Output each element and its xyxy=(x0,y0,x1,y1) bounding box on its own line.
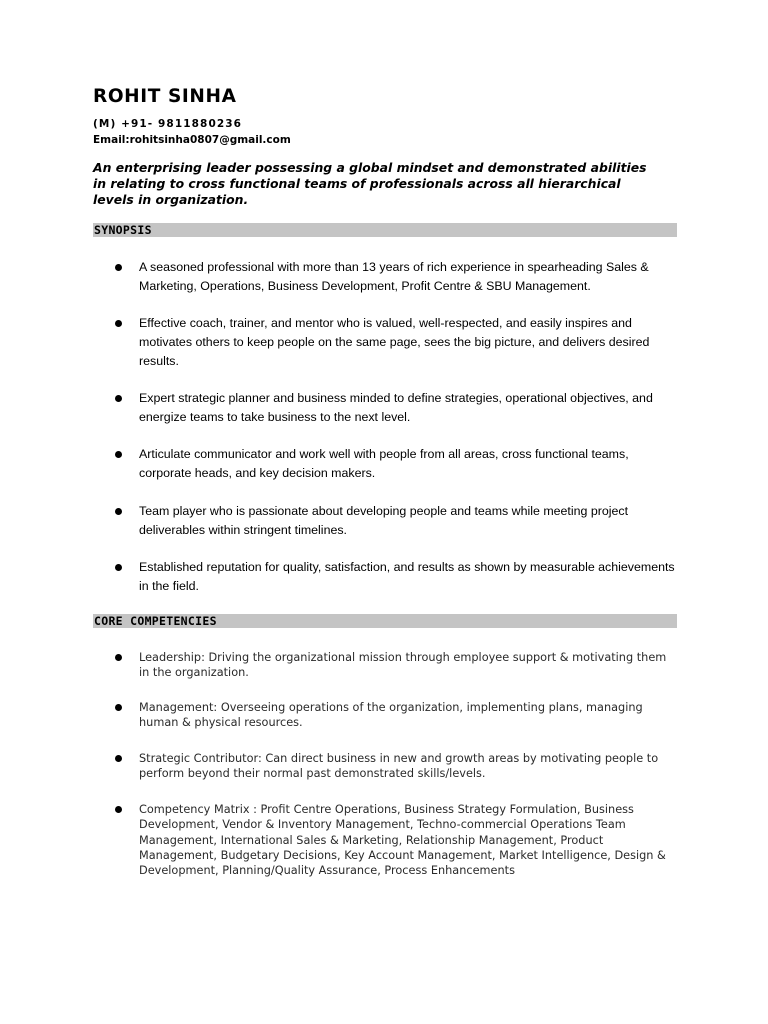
list-item xyxy=(139,700,679,731)
list-item xyxy=(139,751,679,782)
list-item xyxy=(139,650,679,681)
profile-tagline: An enterprising leader possessing a global mindset and demonstrated abilities in relating to cross functional teams of professionals across all hierarchical levels in organization. xyxy=(93,160,647,207)
list-item xyxy=(139,314,679,371)
list-item-text: Effective coach, trainer, and mentor who is valued, well-respected, and easily inspires and motivates others to keep people on the same page, sees the big picture, and delivers desired results. xyxy=(139,316,650,368)
bullet-icon xyxy=(115,704,122,711)
list-item-text: A seasoned professional with more than 13 years of rich experience in spearheading Sales & Marketing, Operations, Business Development, Profit Centre & SBU Management. xyxy=(139,260,649,293)
list-item xyxy=(139,258,679,296)
list-item-text: Expert strategic planner and business minded to define strategies, operational objectives, and energize teams to take business to the next level. xyxy=(139,391,653,424)
list-item xyxy=(139,445,679,483)
bullet-icon xyxy=(115,564,122,571)
bullet-icon xyxy=(115,508,122,515)
core-competencies-heading: CORE COMPETENCIES xyxy=(93,614,677,628)
list-item-text: Articulate communicator and work well with people from all areas, cross functional teams, corporate heads, and key decision makers. xyxy=(139,447,629,480)
list-item xyxy=(139,558,679,596)
synopsis-heading: SYNOPSIS xyxy=(93,223,677,237)
list-item xyxy=(139,389,679,427)
phone-number: (M) +91- 9811880236 xyxy=(93,118,243,130)
email-address: Email:rohitsinha0807@gmail.com xyxy=(93,134,291,146)
bullet-icon xyxy=(115,395,122,402)
bullet-icon xyxy=(115,654,122,661)
list-item-text: Leadership: Driving the organizational mission through employee support & motivating them in the organization. xyxy=(139,651,667,680)
list-item-text: Established reputation for quality, satisfaction, and results as shown by measurable achievements in the field. xyxy=(139,560,675,593)
list-item-text: Competency Matrix : Profit Centre Operations, Business Strategy Formulation, Business Development, Vendor & Inventory Management, Techno-commercial Operations Team Management, International Sales & Marketing, Relationship Management, Product Management, Budgetary Decisions, Key Account Management, Market Intelligence, Design & Development, Planning/Quality Assurance, Process Enhancements xyxy=(139,803,666,878)
bullet-icon xyxy=(115,264,122,271)
list-item xyxy=(139,802,679,878)
list-item-text: Management: Overseeing operations of the organization, implementing plans, managing human & physical resources. xyxy=(139,701,643,730)
list-item xyxy=(139,502,679,540)
bullet-icon xyxy=(115,806,122,813)
list-item-text: Strategic Contributor: Can direct business in new and growth areas by motivating people to perform beyond their normal past demonstrated skills/levels. xyxy=(139,752,659,781)
list-item-text: Team player who is passionate about developing people and teams while meeting project deliverables within stringent timelines. xyxy=(139,504,629,537)
bullet-icon xyxy=(115,755,122,762)
candidate-name: ROHIT SINHA xyxy=(93,86,237,107)
bullet-icon xyxy=(115,451,122,458)
bullet-icon xyxy=(115,320,122,327)
